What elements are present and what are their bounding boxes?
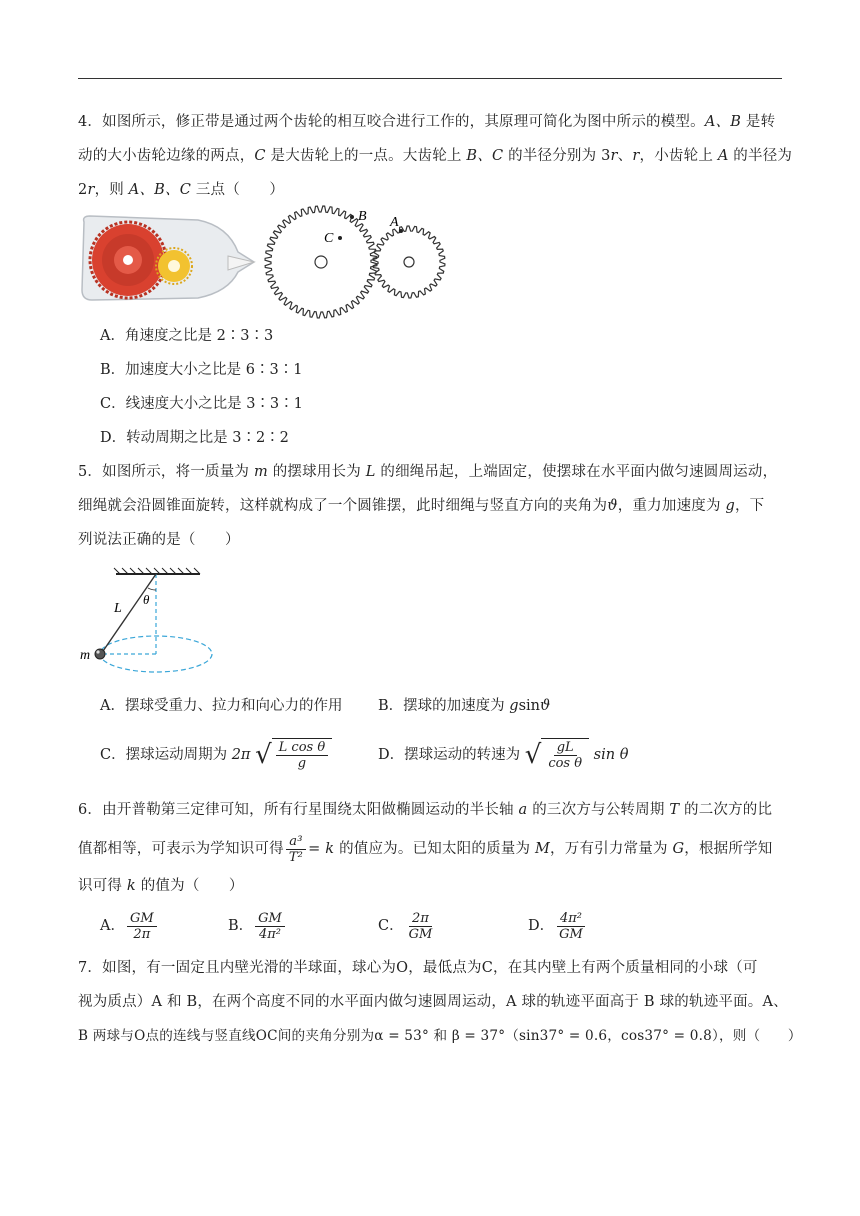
q5-stem-line-1: 5．如图所示，将一质量为 m 的摆球用长为 L 的细绳吊起，上端固定，使摆球在水平面内做匀速圆周运动， — [78, 464, 778, 480]
q6-stem-line-3: 识可得 k 的值为（ ） — [78, 878, 244, 894]
q5-stem-line-2: 细绳就会沿圆锥面旋转，这样就构成了一个圆锥摆，此时细绳与竖直方向的夹角为ϑ，重力加速度为 g，下 — [78, 498, 765, 514]
conical-pendulum-diagram — [78, 566, 228, 686]
small-gear-hub — [404, 257, 414, 267]
q6-option-c: C． $\frac{2\pi}{GM}$ — [378, 910, 433, 942]
q7-stem-line-2: 视为质点）A 和 B，在两个高度不同的水平面内做匀速圆周运动，A 球的轨迹平面高于 B 球的轨迹平面。A、 — [78, 994, 788, 1010]
q7-stem-line-3: B 两球与O点的连线与竖直线OC间的夹角分别为α = 53° 和 β = 37°（sin37° = 0.6，cos37° = 0.8），则（ ） — [78, 1028, 802, 1044]
q4-stem-line-2: 动的大小齿轮边缘的两点，C 是大齿轮上的一点。大齿轮上 B、C 的半径分别为 3r、r，小齿轮上 A 的半径为 — [78, 148, 793, 164]
q5-option-b: B．摆球的加速度为 gsinϑ — [378, 698, 551, 714]
label-L: L — [114, 601, 122, 616]
q6-option-b: B． $\frac{GM}{\text{4π²}}$ — [228, 906, 287, 946]
label-c: C — [324, 231, 334, 246]
q7-stem-line-1: 7．如图，有一固定且内壁光滑的半球面，球心为O，最低点为C，在其内壁上有两个质量相同的小球（可 — [78, 960, 758, 976]
pendulum-bob — [95, 649, 105, 659]
label-theta: θ — [143, 592, 150, 607]
q6-option-a: A． $\frac{GM}{2\pi}$ — [100, 906, 159, 946]
q5-option-c: C．摆球运动周期为 2π √ $\frac{\text{L cos θ}}{g}$ — [100, 738, 332, 772]
q4-option-b: B．加速度大小之比是 6∶3∶1 — [100, 362, 303, 378]
label-b: B — [358, 209, 367, 224]
q6-stem-line-1: 6．由开普勒第三定律可知，所有行星围绕太阳做椭圆运动的半长轴 a 的三次方与公转周期 T 的二次方的比 — [78, 802, 773, 818]
gear-diagram — [260, 202, 450, 322]
label-m: m — [80, 648, 91, 663]
q6-option-d: D． $\frac{\text{4π²}}{GM}$ — [528, 906, 588, 946]
correction-tape-photo — [78, 212, 256, 304]
q6-stem-line-2: 值都相等，可表示为学知识可得 $\frac{\text{a³}}{\text{T²}}$ = k 的值应为。已知太阳的质量为 M，万有引力常量为 G，根据所学知 — [78, 833, 773, 865]
q4-stem-line-1: 4．如图所示，修正带是通过两个齿轮的相互咬合进行工作的，其原理可简化为图中所示的模型。A、B 是转 — [78, 114, 776, 130]
q5-option-a: A．摆球受重力、拉力和向心力的作用 — [100, 698, 343, 714]
q5-stem-line-3: 列说法正确的是（ ） — [78, 532, 240, 548]
q5-option-d: D．摆球运动的转速为 √ $\frac{gL}{\text{cos θ}}$ sin θ — [378, 740, 629, 771]
header-rule — [78, 78, 782, 79]
point-a-dot — [399, 229, 403, 233]
small-gear — [373, 226, 445, 298]
q4-option-a: A．角速度之比是 2∶3∶3 — [100, 328, 274, 344]
q4-stem-line-3: 2r，则 A、B、C 三点（ ） — [78, 182, 285, 198]
q4-option-d: D．转动周期之比是 3∶2∶2 — [100, 430, 289, 446]
point-b-dot — [350, 215, 354, 219]
large-gear-hub — [315, 256, 327, 268]
q4-option-c: C．线速度大小之比是 3∶3∶1 — [100, 396, 303, 412]
point-c-dot — [338, 236, 342, 240]
label-a: A — [390, 215, 399, 230]
